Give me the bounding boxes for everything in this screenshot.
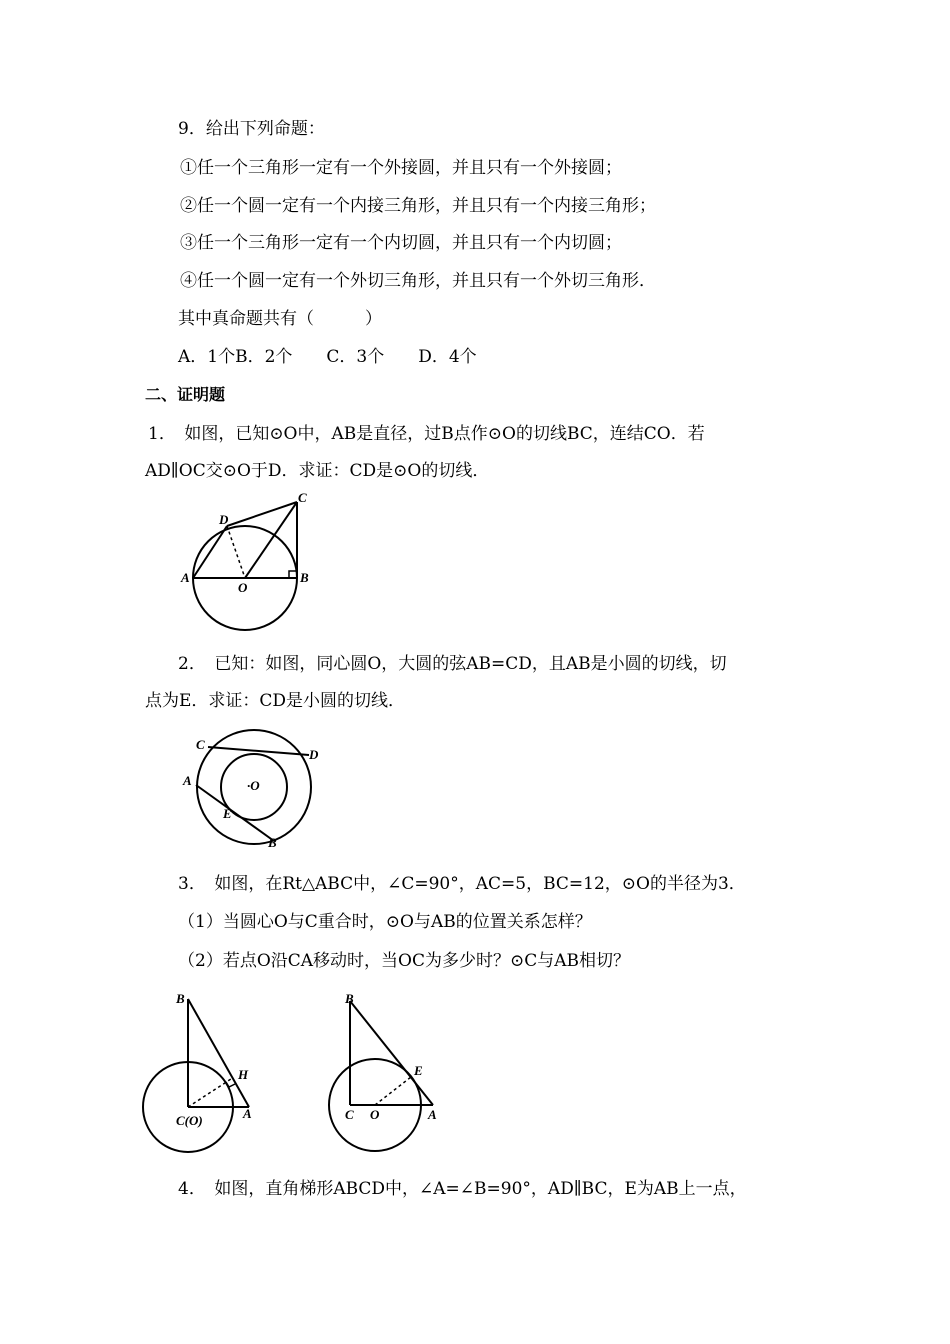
p1-text-line-2: AD∥OC交⊙O于D．求证：CD是⊙O的切线．	[145, 461, 490, 481]
p3-text-line-1: 3． 如图，在Rt△ABC中，∠C=90°，AC=5，BC=12，⊙O的半径为3．	[178, 874, 746, 894]
p3-fig2-label-a: A	[428, 1107, 437, 1122]
p1-label-d: D	[219, 512, 229, 527]
p1-label-a: A	[181, 570, 190, 585]
q9-question: 其中真命题共有（ ）	[178, 309, 382, 329]
p2-text-line-1: 2． 已知：如图，同心圆O，大圆的弦AB=CD，且AB是小圆的切线，切	[178, 654, 727, 674]
p3-sub-2: （2）若点O沿CA移动时，当OC为多少时？⊙C与AB相切？	[178, 951, 631, 971]
q9-options: A．1个B．2个 C．3个 D．4个	[178, 347, 477, 367]
p3-figure-1	[140, 985, 280, 1165]
q9-item-3: ③任一个三角形一定有一个内切圆，并且只有一个内切圆；	[180, 233, 622, 253]
p3-sub-1: （1）当圆心O与C重合时，⊙O与AB的位置关系怎样？	[178, 912, 592, 932]
p1-label-b: B	[300, 570, 309, 585]
p2-text-line-2: 点为E．求证：CD是小圆的切线．	[145, 691, 406, 711]
p2-label-o: ·O	[247, 778, 260, 793]
p3-fig1-label-a: A	[243, 1106, 252, 1121]
p3-fig1-label-b: B	[176, 991, 185, 1006]
p1-text-line-1: 1． 如图，已知⊙O中，AB是直径，过B点作⊙O的切线BC，连结CO．若	[148, 424, 705, 444]
p3-fig2-label-b: B	[345, 991, 354, 1006]
section-heading: 二、证明题	[145, 385, 226, 404]
p3-fig1-label-co: C(O)	[176, 1113, 203, 1128]
p3-fig1-label-h: H	[238, 1067, 249, 1082]
p1-label-o: O	[238, 580, 248, 595]
q9-stem: 9．给出下列命题：	[178, 119, 325, 139]
p1-figure	[175, 490, 325, 640]
q9-item-4: ④任一个圆一定有一个外切三角形，并且只有一个外切三角形．	[180, 271, 656, 291]
p3-fig2-label-c: C	[345, 1107, 354, 1122]
p2-label-c: C	[196, 737, 205, 752]
p2-label-d: D	[309, 747, 319, 762]
q9-item-1: ①任一个三角形一定有一个外接圆，并且只有一个外接圆；	[180, 158, 622, 178]
p3-figure-2	[320, 985, 460, 1165]
p3-fig2-label-e: E	[414, 1063, 423, 1078]
p2-label-b: B	[268, 835, 277, 850]
p2-figure	[178, 725, 328, 855]
p2-label-e: E	[223, 806, 232, 821]
p1-label-c: C	[298, 490, 307, 505]
q9-item-2: ②任一个圆一定有一个内接三角形，并且只有一个内接三角形；	[180, 196, 656, 216]
p2-label-a: A	[183, 773, 192, 788]
p4-text-line-1: 4． 如图，直角梯形ABCD中，∠A=∠B=90°，AD∥BC，E为AB上一点，	[178, 1179, 747, 1199]
p3-fig2-label-o: O	[370, 1107, 380, 1122]
